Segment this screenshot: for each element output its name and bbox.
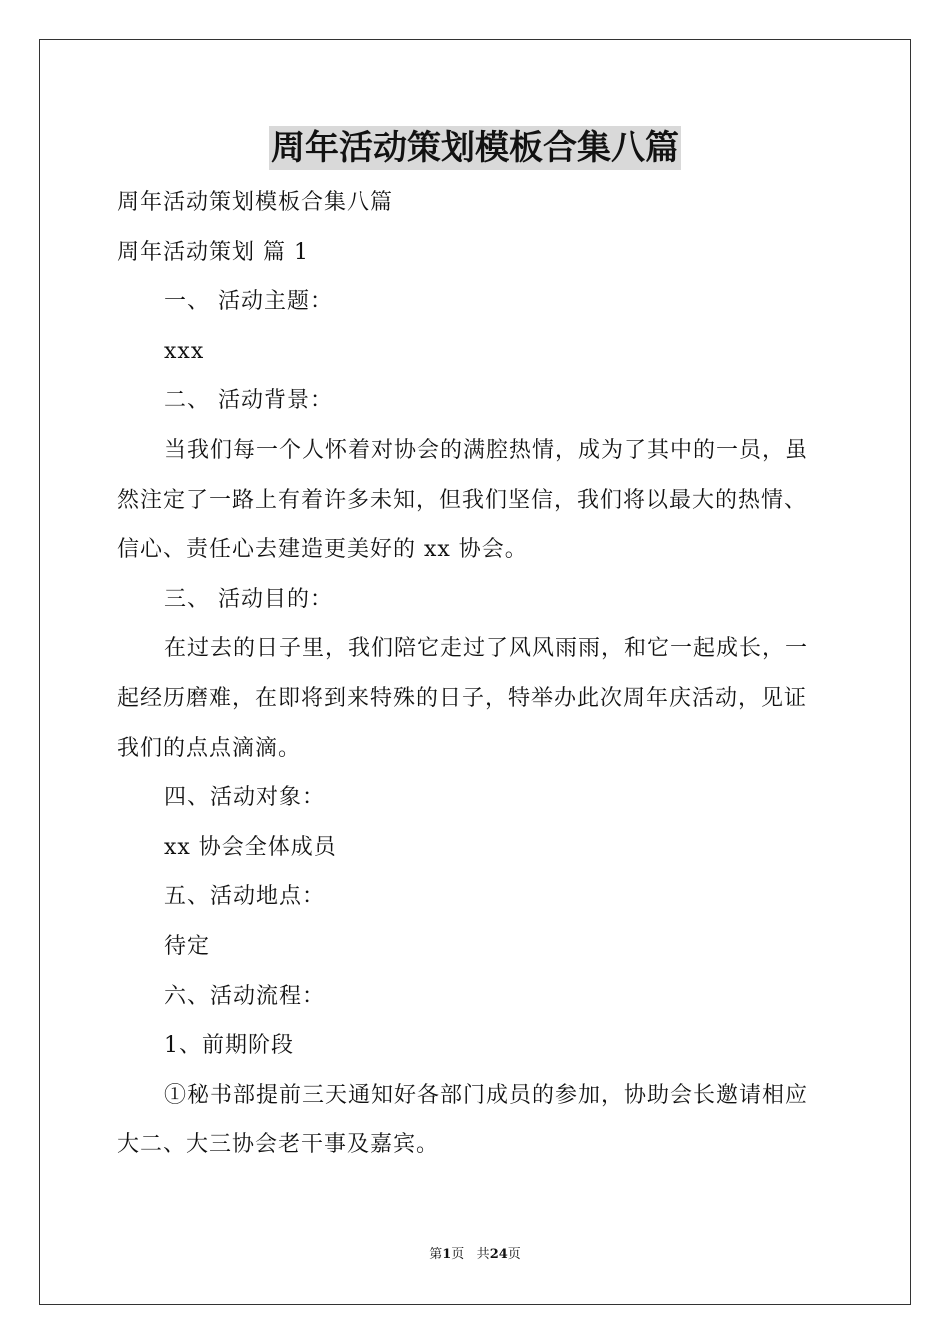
footer-total-suffix: 页 xyxy=(507,1247,521,1262)
footer-page-suffix: 页 xyxy=(451,1247,465,1262)
footer-page-number: 1 xyxy=(442,1247,452,1262)
document-title: 周年活动策划模板合集八篇 xyxy=(271,128,679,168)
text-line: 周年活动策划模板合集八篇 xyxy=(117,190,394,215)
text-line: 我们的点点滴滴。 xyxy=(117,735,302,761)
text-line: 大二、大三协会老干事及嘉宾。 xyxy=(117,1132,440,1158)
document-body xyxy=(117,178,837,1170)
text-line: 三、 活动目的： xyxy=(164,586,333,612)
title-container xyxy=(0,126,950,170)
text-line: 五、活动地点： xyxy=(164,884,326,910)
text-line: 六、活动流程： xyxy=(164,983,326,1009)
text-line: 信心、责任心去建造更美好的 xx 协会。 xyxy=(117,537,528,563)
footer-total-prefix: 共 xyxy=(476,1247,490,1262)
text-line: 起经历磨难，在即将到来特殊的日子，特举办此次周年庆活动，见证 xyxy=(117,685,808,711)
text-line: xxx xyxy=(164,338,205,364)
text-line: ①秘书部提前三天通知好各部门成员的参加，协助会长邀请相应 xyxy=(164,1082,809,1108)
text-line: 1、前期阶段 xyxy=(164,1033,294,1059)
text-line: 然注定了一路上有着许多未知，但我们坚信，我们将以最大的热情、 xyxy=(117,487,808,513)
text-line: 在过去的日子里，我们陪它走过了风风雨雨，和它一起成长，一 xyxy=(164,636,809,662)
footer-page-prefix: 第 xyxy=(429,1247,443,1262)
text-line: 二、 活动背景： xyxy=(164,388,333,414)
text-line: 待定 xyxy=(164,933,211,959)
page-footer xyxy=(0,1246,950,1264)
text-line: 当我们每一个人怀着对协会的满腔热情，成为了其中的一员，虽 xyxy=(164,437,809,463)
text-line: 周年活动策划 篇 1 xyxy=(117,239,309,265)
text-line: xx 协会全体成员 xyxy=(164,834,337,860)
text-line: 四、活动对象： xyxy=(164,785,326,811)
footer-total-number: 24 xyxy=(489,1247,508,1262)
text-line: 一、 活动主题： xyxy=(164,289,333,315)
